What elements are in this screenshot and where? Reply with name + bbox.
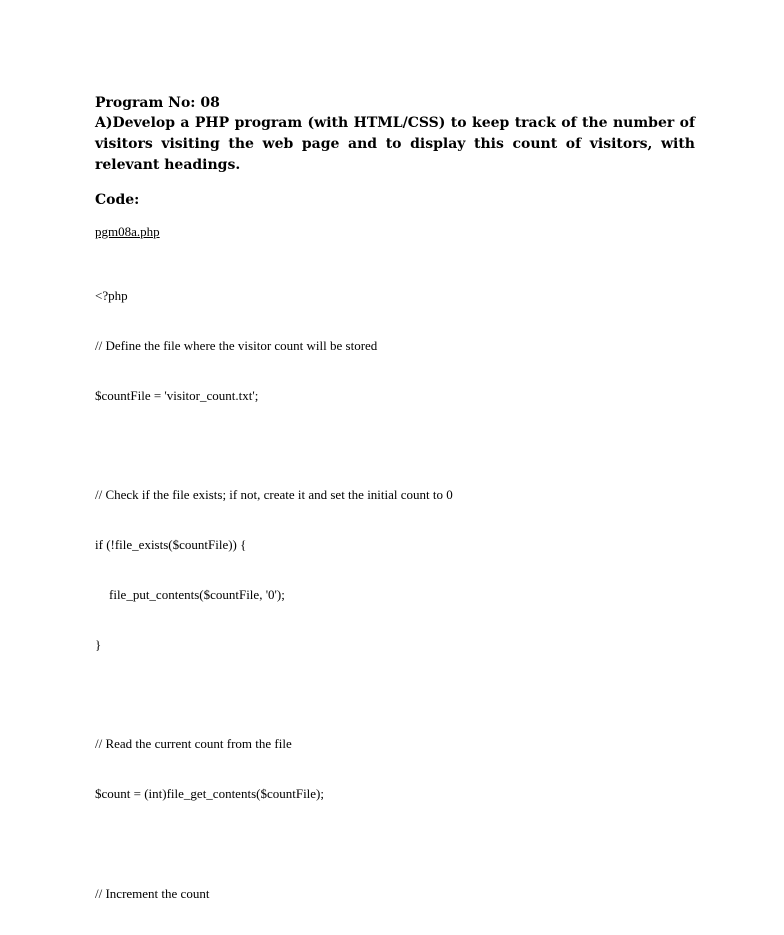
code-comment-read-count: // Read the current count from the file <box>95 736 292 752</box>
code-count-assignment: $count = (int)file_get_contents($countFile); <box>95 786 324 801</box>
code-blank-line <box>95 438 695 455</box>
task-description: A)Develop a PHP program (with HTML/CSS) to keep track of the number of visitors visiting the web page and to display this count of visitors, with relevant headings. <box>95 115 695 173</box>
code-heading: Code: <box>95 192 140 208</box>
code-if-file-missing: if (!file_exists($countFile)) { <box>95 537 247 553</box>
code-file-put-contents: file_put_contents($countFile, '0'); <box>109 586 285 602</box>
document-page <box>95 93 695 935</box>
code-count-file-assignment: $countFile = 'visitor_count.txt'; <box>95 387 259 403</box>
code-comment-check-file: // Check if the file exists; if not, create it and set the initial count to 0 <box>95 487 453 503</box>
code-line-php-open: <?php <box>95 288 128 304</box>
program-number-heading: Program No: 08 <box>95 95 220 111</box>
code-comment-increment-count: // Increment the count <box>95 885 210 901</box>
php-code-block <box>95 255 695 935</box>
code-comment-define-file: // Define the file where the visitor count will be stored <box>95 337 378 353</box>
code-blank-line <box>95 686 695 703</box>
code-blank-line <box>95 836 695 853</box>
code-close-brace: } <box>95 636 102 652</box>
source-filename: pgm08a.php <box>95 224 160 239</box>
